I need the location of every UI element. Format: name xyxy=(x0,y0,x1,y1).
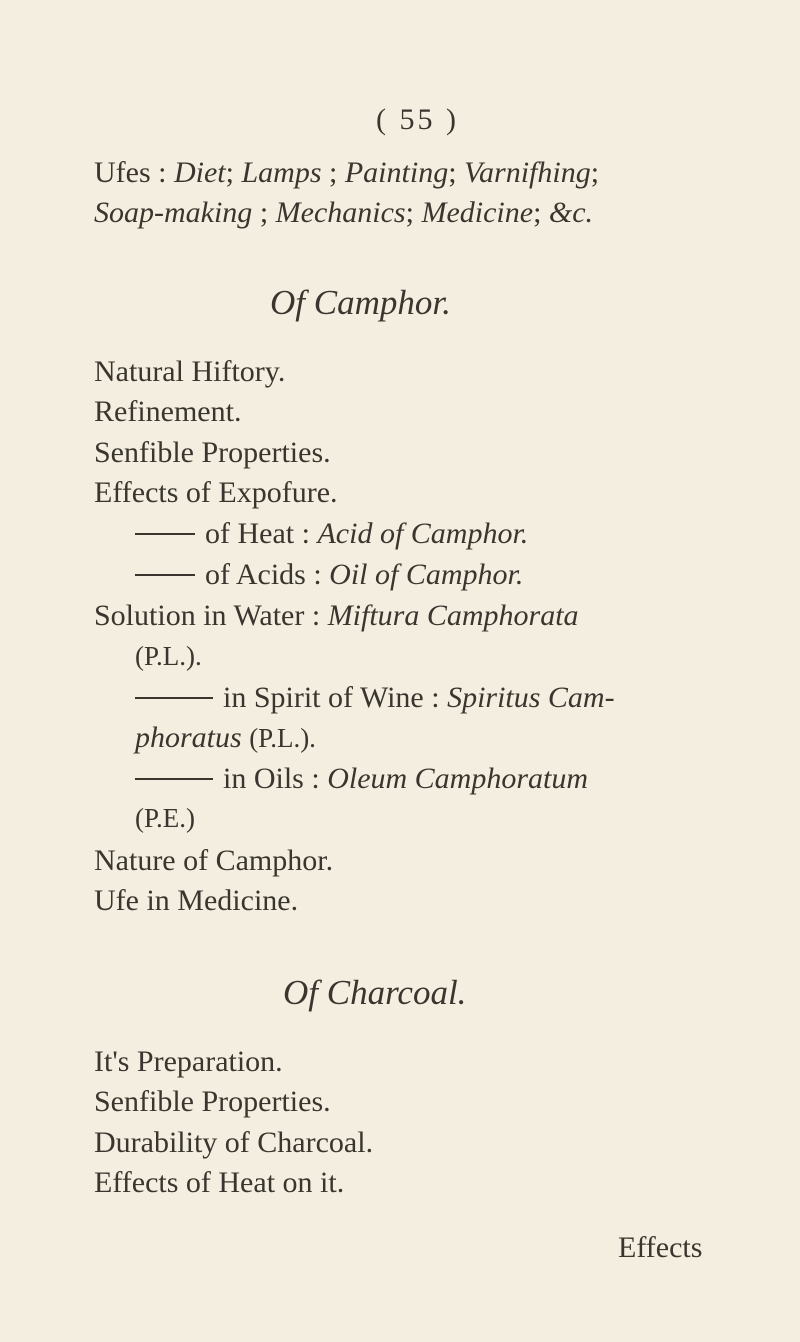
use-painting: Painting xyxy=(344,156,449,189)
topic-refinement: Refinement. xyxy=(94,395,242,428)
topic-effects-exposure: Effects of Expofure. xyxy=(94,476,338,509)
topic-natural-history: Natural Hiftory. xyxy=(94,355,286,388)
mistura-camphorata: Miftura Camphorata xyxy=(327,599,579,632)
catchword: Effects xyxy=(618,1231,703,1264)
topic-in-oils: in Oils : Oleum Camphoratum xyxy=(135,764,588,794)
ditto-dash xyxy=(135,697,213,699)
acid-of-camphor: Acid of Camphor. xyxy=(317,517,529,550)
topic-of-acids: of Acids : Oil of Camphor. xyxy=(135,560,523,590)
use-varnishing: Varnifhing xyxy=(464,156,591,189)
ditto-dash xyxy=(135,778,213,780)
topic-solution-water: Solution in Water : Miftura Camphorata xyxy=(94,599,579,632)
uses-line-2: Soap-making ; Mechanics; Medicine; &c. xyxy=(94,196,594,229)
topic-use-medicine: Ufe in Medicine. xyxy=(94,884,299,917)
ditto-dash xyxy=(135,533,195,535)
use-soap-making: Soap-making xyxy=(94,196,253,229)
use-medicine: Medicine xyxy=(421,196,534,229)
pe-note: (P.E.) xyxy=(135,803,195,833)
uses-line-1: Ufes : Diet; Lamps ; Painting; Varnifhing; xyxy=(94,156,600,189)
topic-of-heat: of Heat : Acid of Camphor. xyxy=(135,519,528,549)
page-number: ( 55 ) xyxy=(376,103,459,136)
topic-sensible-properties: Senfible Properties. xyxy=(94,436,331,469)
topic-nature: Nature of Camphor. xyxy=(94,844,334,877)
uses-label: Ufes : xyxy=(94,156,167,189)
charcoal-topic: Senfible Properties. xyxy=(94,1085,331,1118)
charcoal-topic: Effects of Heat on it. xyxy=(94,1166,345,1199)
spiritus-continued: phoratus (P.L.). xyxy=(135,721,316,754)
use-etc: &c. xyxy=(548,196,594,229)
pl-note-2: (P.L.). xyxy=(249,723,316,753)
use-mechanics: Mechanics xyxy=(275,196,406,229)
charcoal-topic: It's Preparation. xyxy=(94,1045,283,1078)
use-lamps: Lamps xyxy=(241,156,322,189)
topic-in-spirit: in Spirit of Wine : Spiritus Cam- xyxy=(135,683,615,713)
spiritus-camphoratus: Spiritus Cam- xyxy=(447,681,615,714)
charcoal-heading: Of Charcoal. xyxy=(283,973,467,1012)
camphor-heading: Of Camphor. xyxy=(270,283,451,322)
use-diet: Diet xyxy=(173,156,226,189)
charcoal-topic: Durability of Charcoal. xyxy=(94,1126,374,1159)
oleum-camphoratum: Oleum Camphoratum xyxy=(327,762,589,795)
ditto-dash xyxy=(135,574,195,576)
oil-of-camphor: Oil of Camphor. xyxy=(329,558,524,591)
pl-note-1: (P.L.). xyxy=(135,641,202,671)
